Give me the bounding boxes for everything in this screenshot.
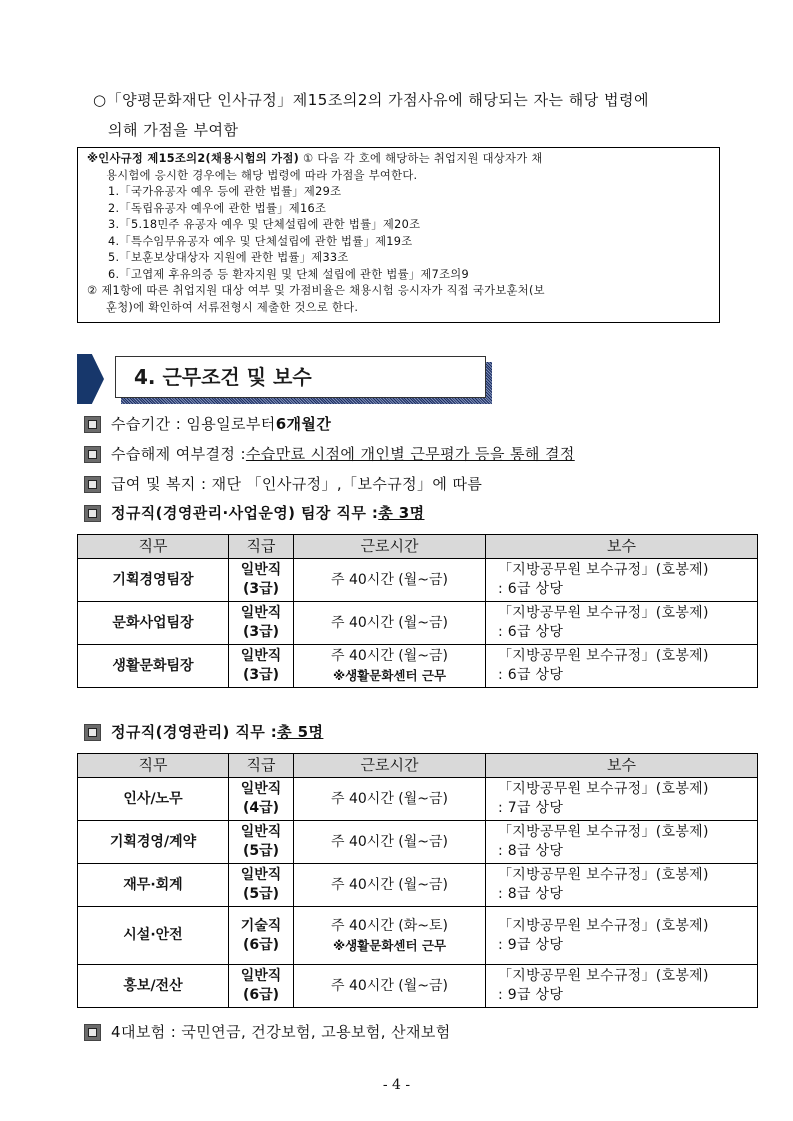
pay-equivalent: : 6급 상당 [498,581,564,597]
job-cell: 시설·안전 [78,907,229,965]
grade-level: (4급) [242,800,280,816]
col-header-grade: 직급 [229,754,294,778]
hours-cell [294,602,486,645]
section-arrow-icon [77,354,104,404]
pay-equivalent: : 8급 상당 [498,886,564,902]
grade-level: (3급) [242,667,280,683]
table-row [78,559,758,602]
grade-level: (3급) [242,581,280,597]
pay-cell [486,602,758,645]
table-row [78,907,758,965]
col-header-pay: 보수 [486,535,758,559]
note-item: 4.「특수임무유공자 예우 및 단체설립에 관한 법률」제19조 [108,234,413,248]
hours-cell [294,821,486,864]
bullet-salary-welfare [84,474,482,494]
probation-release-label: 수습해제 여부결정 : [111,445,246,463]
col-header-hours: 근로시간 [294,754,486,778]
note-head [87,151,710,168]
note-para2-line-1: ② 제1항에 따른 취업지원 대상 여부 및 가점비율은 채용시험 응시자가 직접 국가보훈처(보 [87,284,545,297]
note-item: 1.「국가유공자 예우 등에 관한 법률」제29조 [108,185,342,198]
probation-release-value: 수습만료 시점에 개인별 근무평가 등을 통해 결정 [245,445,575,463]
hours-text: 주 40시간 (월~금) [331,571,448,588]
table-header-row [78,754,758,778]
pay-rule: 「지방공무원 보수규정」(호봉제) [498,605,709,621]
square-bullet-icon [84,724,101,741]
team-leader-label: 정규직(경영관리·사업운영) 팀장 직무 : [111,504,379,522]
pay-cell [486,864,758,907]
grade-type: 기술직 [240,917,282,934]
intro-line-1: ○「양평문화재단 인사규정」제15조의2의 가점사유에 해당되는 자는 해당 법령에 [93,91,650,109]
hours-text: 주 40시간 (월~금) [331,833,448,850]
bullet-insurance [84,1022,451,1042]
job-cell: 인사/노무 [78,778,229,821]
grade-level: (3급) [242,624,280,640]
pay-cell [486,821,758,864]
pay-equivalent: : 7급 상당 [498,800,564,816]
salary-welfare-text: 급여 및 복지 : 재단 「인사규정」,「보수규정」에 따름 [111,475,483,493]
hours-note: ※생활문화센터 근무 [332,937,447,953]
regular-positions-table [77,753,758,1008]
section-heading [77,354,492,404]
hours-text: 주 40시간 (월~금) [331,977,448,994]
bullet-team-leader-positions [84,503,424,523]
pay-cell [486,778,758,821]
note-item: 6.「고엽제 후유의증 등 환자지원 및 단체 설립에 관한 법률」제7조의9 [108,267,469,281]
grade-type: 일반직 [240,562,282,578]
square-bullet-icon [84,416,101,433]
grade-level: (6급) [242,936,280,953]
table-row [78,821,758,864]
pay-cell [486,559,758,602]
job-cell: 문화사업팀장 [78,602,229,645]
job-cell: 생활문화팀장 [78,645,229,688]
intro-line-2: 의해 가점을 부여함 [108,121,239,139]
pay-rule: 「지방공무원 보수규정」(호봉제) [498,968,709,984]
pay-rule: 「지방공무원 보수규정」(호봉제) [498,648,709,664]
col-header-grade: 직급 [229,535,294,559]
hours-note: ※생활문화센터 근무 [332,668,447,683]
bonus-points-note-box [77,147,720,323]
table-header-row [78,535,758,559]
bullet-probation [84,414,331,434]
bullet-regular-positions [84,722,323,742]
grade-level: (5급) [242,886,280,902]
regular-positions-count: 총 5명 [277,723,324,741]
job-cell: 재무·회계 [78,864,229,907]
note-item: 2.「독립유공자 예우에 관한 법률」제16조 [108,201,327,215]
hours-text: 주 40시간 (월~금) [331,648,448,664]
note-head-line-2: 용시험에 응시한 경우에는 해당 법령에 따라 가점을 부여한다. [106,168,418,182]
col-header-job: 직무 [78,754,229,778]
grade-level: (5급) [242,843,280,859]
pay-equivalent: : 6급 상당 [498,667,564,683]
hours-text: 주 40시간 (화~토) [331,917,448,934]
pay-cell [486,907,758,965]
hours-cell [294,645,486,688]
col-header-pay: 보수 [486,754,758,778]
grade-type: 일반직 [240,867,282,883]
note-head-rest: ① 다음 각 호에 해당하는 취업지원 대상자가 채 [299,152,543,165]
pay-equivalent: : 9급 상당 [498,936,564,953]
grade-cell [229,864,294,907]
pay-rule: 「지방공무원 보수규정」(호봉제) [498,824,709,840]
pay-rule: 「지방공무원 보수규정」(호봉제) [498,562,709,578]
note-item: 3.「5.18민주 유공자 예우 및 단체설립에 관한 법률」제20조 [108,218,421,231]
pay-equivalent: : 9급 상당 [498,987,564,1003]
pay-equivalent: : 8급 상당 [498,843,564,859]
pay-rule: 「지방공무원 보수규정」(호봉제) [498,781,709,797]
note-head-bold: ※인사규정 제15조의2(채용시험의 가점) [87,152,300,165]
regular-positions-label: 정규직(경영관리) 직무 : [111,723,278,741]
square-bullet-icon [84,505,101,522]
table-row [78,965,758,1008]
probation-label: 수습기간 : 임용일로부터 [111,415,276,433]
table-row [78,778,758,821]
col-header-hours: 근로시간 [294,535,486,559]
grade-level: (6급) [242,987,280,1003]
hours-text: 주 40시간 (월~금) [331,876,448,893]
hours-cell [294,965,486,1008]
hours-cell [294,907,486,965]
square-bullet-icon [84,476,101,493]
pay-cell [486,965,758,1008]
section-title: 4. 근무조건 및 보수 [115,356,486,398]
job-cell: 기획경영팀장 [78,559,229,602]
page-number: - 4 - [382,1077,411,1093]
hours-text: 주 40시간 (월~금) [331,614,448,631]
pay-rule: 「지방공무원 보수규정」(호봉제) [498,917,709,934]
hours-cell [294,559,486,602]
bullet-probation-release [84,444,575,464]
pay-rule: 「지방공무원 보수규정」(호봉제) [498,867,709,883]
hours-text: 주 40시간 (월~금) [331,790,448,807]
hours-cell [294,778,486,821]
col-header-job: 직무 [78,535,229,559]
intro-paragraph [93,85,733,145]
note-para2-line-2: 훈청)에 확인하여 서류전형시 제출한 것으로 한다. [106,300,359,314]
insurance-text: 4대보험 : 국민연금, 건강보험, 고용보험, 산재보험 [111,1023,451,1041]
grade-type: 일반직 [240,648,282,664]
note-item: 5.「보훈보상대상자 지원에 관한 법률」제33조 [108,251,349,264]
table-row [78,645,758,688]
grade-cell [229,965,294,1008]
grade-cell [229,778,294,821]
grade-cell [229,559,294,602]
grade-type: 일반직 [240,605,282,621]
probation-value: 6개월간 [275,415,332,433]
grade-type: 일반직 [240,781,282,797]
table-row [78,864,758,907]
pay-equivalent: : 6급 상당 [498,624,564,640]
grade-type: 일반직 [240,824,282,840]
grade-cell [229,907,294,965]
grade-cell [229,602,294,645]
grade-cell [229,821,294,864]
hours-cell [294,864,486,907]
grade-type: 일반직 [240,968,282,984]
job-cell: 기획경영/계약 [78,821,229,864]
square-bullet-icon [84,1024,101,1041]
grade-cell [229,645,294,688]
team-leader-table [77,534,758,688]
team-leader-count: 총 3명 [378,504,425,522]
job-cell: 홍보/전산 [78,965,229,1008]
pay-cell [486,645,758,688]
square-bullet-icon [84,446,101,463]
table-row [78,602,758,645]
